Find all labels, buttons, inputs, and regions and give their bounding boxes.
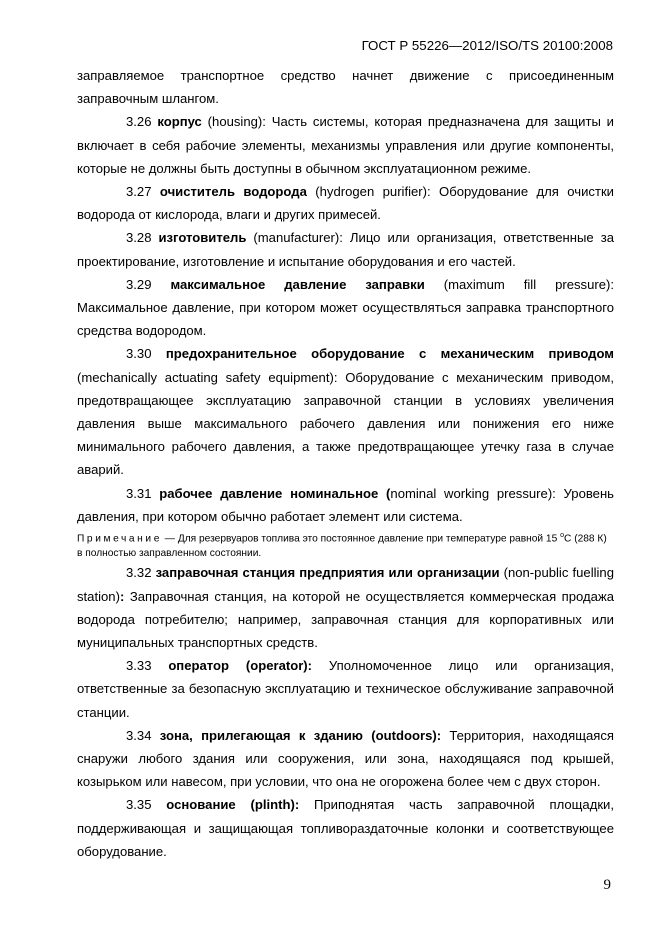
term-number: 3.26 (126, 114, 152, 130)
term-3-31 (77, 482, 614, 528)
term-number: 3.31 (126, 485, 152, 501)
note-label: Примечание (77, 533, 162, 545)
document-body (77, 64, 614, 863)
term-3-33 (77, 654, 614, 724)
term-title: основание (plinth): (166, 797, 300, 813)
note-paragraph (77, 528, 614, 561)
term-definition: (manufacturer): Лицо или организация, ответственные за проектирование, изготовление и испытание оборудования и его частей. (77, 230, 614, 269)
term-title: предохранительное оборудование с механическим приводом (165, 346, 614, 362)
term-3-34 (77, 724, 614, 794)
term-3-32 (77, 561, 614, 654)
term-number: 3.30 (126, 346, 152, 362)
document-header: ГОСТ Р 55226—2012/ISO/TS 20100:2008 (361, 38, 613, 53)
term-definition: nominal working pressure): Уровень давления, при котором обычно работает элемент или система. (77, 485, 614, 524)
page-number: 9 (603, 877, 611, 893)
term-definition: (maximum fill pressure): Максимальное давление, при котором может осуществляться заправка транспортного средства водородом. (77, 276, 615, 339)
term-title: изготовитель (158, 230, 247, 246)
intro-paragraph: заправляемое транспортное средство начнет движение с присоединенным заправочным шлангом. (77, 68, 614, 107)
term-colon: : (119, 588, 125, 604)
term-definition: (mechanically actuating safety equipment): Оборудование с механическим приводом, предотвращающее эксплуатацию заправочной станции в условиях увеличения давления выше максимального рабочего давления или понижения его ниже минимального рабочего давления, а также предотвращающее утечку газа в случае аварий. (77, 369, 614, 478)
term-title: оператор (operator): (168, 658, 313, 674)
term-number: 3.27 (126, 184, 152, 200)
term-title: очиститель водорода (159, 184, 307, 200)
term-3-26 (77, 110, 614, 180)
term-number: 3.29 (126, 276, 152, 292)
term-3-30 (77, 342, 614, 481)
term-definition: (hydrogen purifier): Оборудование для очистки водорода от кислорода, влаги и других примесей. (77, 184, 614, 223)
term-3-35 (77, 793, 614, 863)
term-number: 3.32 (126, 565, 152, 581)
term-number: 3.28 (126, 230, 152, 246)
term-definition: Заправочная станция, на которой не осуществляется коммерческая продажа водорода потребителю; например, заправочная станция для корпоративных или муниципальных транспортных средств. (77, 588, 614, 651)
term-3-28 (77, 226, 614, 272)
term-3-29 (77, 273, 614, 343)
term-title: максимальное давление заправки (170, 276, 425, 292)
note-text: — Для резервуаров топлива это постоянное давление при температуре равной 15 (161, 533, 561, 545)
term-title: заправочная станция предприятия или организации (155, 565, 500, 581)
term-definition: (housing): Часть системы, которая предназначена для защиты и включает в себя рабочие элементы, механизмы управления или другие компоненты, которые не должны быть доступны в обычном эксплуатационном режиме. (77, 114, 614, 176)
note-text-end: C (288 К) в полностью заправленном состоянии. (77, 533, 607, 560)
term-title: корпус (157, 114, 202, 130)
term-number: 3.35 (126, 797, 152, 813)
term-open-paren: ( (378, 485, 391, 501)
term-number: 3.33 (126, 658, 152, 674)
degree-sup: o (560, 532, 564, 540)
term-definition: Уполномоченное лицо или организация, ответственные за безопасную эксплуатацию и техническое обслуживание заправочной станции. (77, 658, 614, 720)
term-english: (non-public fuelling station) (77, 565, 614, 604)
term-3-27 (77, 180, 614, 226)
term-title: рабочее давление номинальное (159, 485, 379, 501)
term-number: 3.34 (126, 727, 152, 743)
term-definition: Территория, находящаяся снаружи любого здания или сооружения, или зона, находящаяся под крышей, козырьком или навесом, при условии, что она не огорожена более чем с двух сторон. (77, 727, 614, 790)
term-definition: Приподнятая часть заправочной площадки, поддерживающая и защищающая топливораздаточные колонки и соответствующее оборудование. (77, 797, 615, 859)
term-title: зона, прилегающая к зданию (outdoors): (159, 727, 442, 743)
